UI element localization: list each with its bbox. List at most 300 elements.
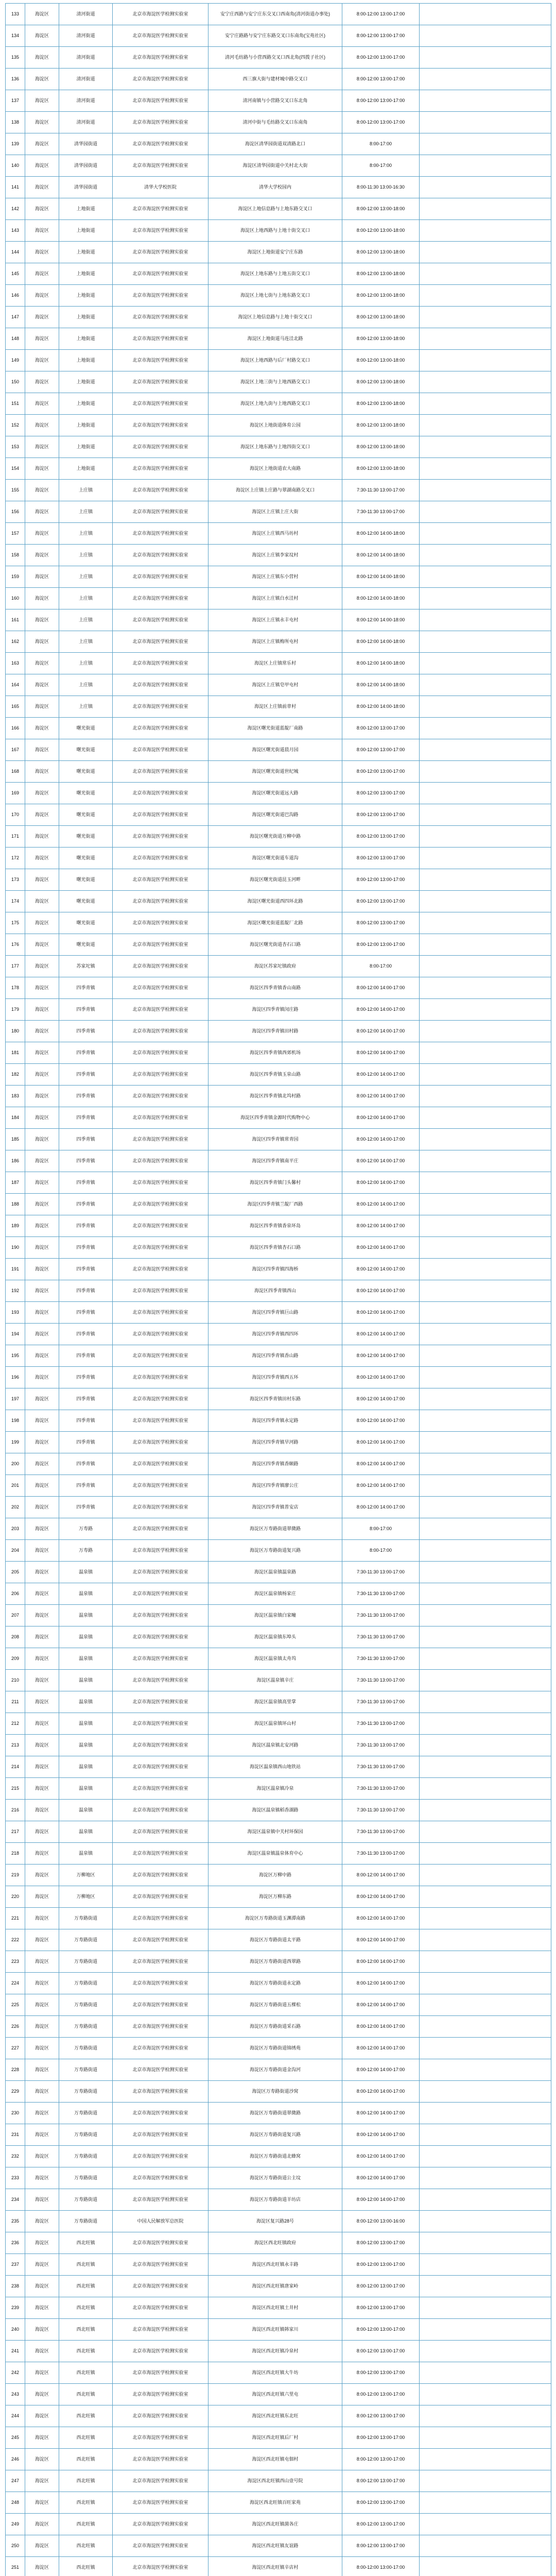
note-cell [420,2384,551,2405]
hours-cell: 8:00-12:00 13:00-17:00 [342,804,420,826]
table-row [6,783,551,804]
table-row [6,653,551,674]
street-cell: 四季青镇 [59,1345,113,1367]
address-cell: 海淀区西北旺镇永丰路 [208,2254,342,2276]
note-cell [420,869,551,891]
hours-cell: 8:00-12:00 13:00-17:00 [342,718,420,739]
hours-cell: 7:30-11:30 13:00-17:00 [342,1821,420,1843]
table-row [6,307,551,328]
district-cell: 海淀区 [25,2449,59,2470]
note-cell [420,4,551,25]
table-row [6,2384,551,2405]
row-number: 146 [6,285,25,307]
hours-cell: 7:30-11:30 13:00-17:00 [342,1713,420,1735]
table-row [6,2081,551,2103]
table-row [6,177,551,198]
row-number: 249 [6,2514,25,2535]
district-cell: 海淀区 [25,415,59,436]
table-row [6,1691,551,1713]
note-cell [420,1215,551,1237]
organization-cell: 北京市海淀医学检测实验室 [113,1021,208,1042]
row-number: 189 [6,1215,25,1237]
organization-cell: 北京市海淀医学检测实验室 [113,739,208,761]
address-cell: 海淀区四季青镇西郊机场 [208,1042,342,1064]
testing-site-table-sheet [5,3,551,2576]
address-cell: 海淀区四季青镇西山 [208,1280,342,1302]
table-row [6,739,551,761]
row-number: 138 [6,112,25,133]
address-cell: 海淀区西北旺镇冷泉村 [208,2341,342,2362]
row-number: 233 [6,2167,25,2189]
street-cell: 四季青镇 [59,1150,113,1172]
organization-cell: 北京市海淀医学检测实验室 [113,545,208,566]
table-row [6,1756,551,1778]
table-row [6,1172,551,1194]
street-cell: 四季青镇 [59,1453,113,1475]
street-cell: 温泉镇 [59,1756,113,1778]
row-number: 142 [6,198,25,220]
district-cell: 海淀区 [25,1194,59,1215]
organization-cell: 北京市海淀医学检测实验室 [113,1605,208,1626]
note-cell [420,1259,551,1280]
address-cell: 海淀区温泉镇冷泉 [208,1778,342,1800]
address-cell: 海淀区温泉镇高里掌 [208,1691,342,1713]
address-cell: 海淀区曙光街道杏石口路 [208,934,342,956]
address-cell: 海淀区万寿路街道采石路 [208,2016,342,2038]
hours-cell: 8:00-12:00 13:00-16:00 [342,2211,420,2232]
row-number: 222 [6,1929,25,1951]
hours-cell: 8:00-12:00 13:00-18:00 [342,263,420,285]
note-cell [420,1800,551,1821]
district-cell: 海淀区 [25,1886,59,1908]
district-cell: 海淀区 [25,1302,59,1324]
address-cell: 海淀区四季青镇普安店 [208,1497,342,1518]
table-row [6,2254,551,2276]
table-row [6,1821,551,1843]
district-cell: 海淀区 [25,220,59,242]
note-cell [420,501,551,523]
note-cell [420,263,551,285]
note-cell [420,2016,551,2038]
street-cell: 上地街道 [59,436,113,458]
street-cell: 万寿路街道 [59,2124,113,2146]
table-row [6,4,551,25]
hours-cell: 8:00-12:00 14:00-17:00 [342,1107,420,1129]
table-row [6,2427,551,2449]
hours-cell: 8:00-12:00 14:00-17:00 [342,1194,420,1215]
address-cell: 海淀区温泉镇太舟坞 [208,1648,342,1670]
hours-cell: 8:00-12:00 13:00-17:00 [342,4,420,25]
table-row [6,1410,551,1432]
row-number: 141 [6,177,25,198]
address-cell: 海淀区苏家坨镇政府 [208,956,342,977]
table-row [6,2449,551,2470]
row-number: 238 [6,2276,25,2297]
street-cell: 万寿路街道 [59,2038,113,2059]
district-cell: 海淀区 [25,2362,59,2384]
address-cell: 海淀区上地东路与上地四街交叉口 [208,436,342,458]
row-number: 163 [6,653,25,674]
note-cell [420,1778,551,1800]
street-cell: 西北旺镇 [59,2232,113,2254]
district-cell: 海淀区 [25,90,59,112]
street-cell: 清华园街道 [59,177,113,198]
hours-cell: 7:30-11:30 13:00-17:00 [342,1756,420,1778]
table-row [6,2124,551,2146]
row-number: 145 [6,263,25,285]
address-cell: 海淀区温泉镇温泉体育中心 [208,1843,342,1865]
district-cell: 海淀区 [25,545,59,566]
note-cell [420,1453,551,1475]
district-cell: 海淀区 [25,393,59,415]
row-number: 135 [6,47,25,69]
row-number: 174 [6,891,25,912]
table-row [6,1194,551,1215]
street-cell: 万寿路街道 [59,2146,113,2167]
address-cell: 海淀区四季青镇香山路 [208,1345,342,1367]
hours-cell: 8:00-12:00 14:00-17:00 [342,2189,420,2211]
street-cell: 西北旺镇 [59,2427,113,2449]
street-cell: 曙光街道 [59,891,113,912]
row-number: 187 [6,1172,25,1194]
hours-cell: 8:00-12:00 14:00-17:00 [342,1129,420,1150]
note-cell [420,1107,551,1129]
organization-cell: 北京市海淀医学检测实验室 [113,393,208,415]
note-cell [420,1973,551,1994]
address-cell: 海淀区上庄镇李家坟村 [208,545,342,566]
hours-cell: 8:00-12:00 14:00-17:00 [342,999,420,1021]
organization-cell: 北京市海淀医学检测实验室 [113,999,208,1021]
organization-cell: 北京市海淀医学检测实验室 [113,220,208,242]
note-cell [420,25,551,47]
street-cell: 上庄镇 [59,566,113,588]
district-cell: 海淀区 [25,1562,59,1583]
street-cell: 四季青镇 [59,1021,113,1042]
note-cell [420,1064,551,1086]
note-cell [420,328,551,350]
note-cell [420,1648,551,1670]
row-number: 221 [6,1908,25,1929]
street-cell: 西北旺镇 [59,2535,113,2557]
note-cell [420,285,551,307]
organization-cell: 北京市海淀医学检测实验室 [113,2124,208,2146]
organization-cell: 北京市海淀医学检测实验室 [113,869,208,891]
table-row [6,566,551,588]
hours-cell: 8:00-12:00 14:00-17:00 [342,1215,420,1237]
hours-cell: 7:30-11:30 13:00-17:00 [342,501,420,523]
street-cell: 温泉镇 [59,1648,113,1670]
hours-cell: 8:00-12:00 13:00-17:00 [342,90,420,112]
organization-cell: 中国人民解放军总医院 [113,2211,208,2232]
hours-cell: 8:00-12:00 14:00-18:00 [342,588,420,609]
row-number: 167 [6,739,25,761]
row-number: 202 [6,1497,25,1518]
table-row [6,2297,551,2319]
street-cell: 四季青镇 [59,1194,113,1215]
district-cell: 海淀区 [25,2254,59,2276]
note-cell [420,977,551,999]
hours-cell: 8:00-12:00 14:00-17:00 [342,1345,420,1367]
street-cell: 西北旺镇 [59,2470,113,2492]
hours-cell: 8:00-12:00 14:00-17:00 [342,1302,420,1324]
hours-cell: 8:00-12:00 14:00-17:00 [342,1908,420,1929]
street-cell: 万寿路街道 [59,2167,113,2189]
district-cell: 海淀区 [25,869,59,891]
hours-cell: 8:00-12:00 14:00-17:00 [342,1410,420,1432]
district-cell: 海淀区 [25,177,59,198]
address-cell: 海淀区四季青镇闵庄路 [208,999,342,1021]
street-cell: 曙光街道 [59,804,113,826]
hours-cell: 8:00-12:00 13:00-17:00 [342,112,420,133]
district-cell: 海淀区 [25,934,59,956]
organization-cell: 北京市海淀医学检测实验室 [113,2146,208,2167]
hours-cell: 8:00-12:00 13:00-18:00 [342,328,420,350]
district-cell: 海淀区 [25,2319,59,2341]
hours-cell: 7:30-11:30 13:00-17:00 [342,1583,420,1605]
note-cell [420,1951,551,1973]
address-cell: 海淀区上地西路与后厂村路交叉口 [208,350,342,371]
row-number: 199 [6,1432,25,1453]
hours-cell: 8:00-12:00 13:00-17:00 [342,2492,420,2514]
row-number: 231 [6,2124,25,2146]
note-cell [420,1129,551,1150]
street-cell: 万寿路街道 [59,2081,113,2103]
table-row [6,1086,551,1107]
note-cell [420,1432,551,1453]
row-number: 210 [6,1670,25,1691]
organization-cell: 北京市海淀医学检测实验室 [113,1324,208,1345]
address-cell: 海淀区万寿路街道永定路 [208,1973,342,1994]
row-number: 144 [6,242,25,263]
address-cell: 海淀区曙光街道西四环北路 [208,891,342,912]
organization-cell: 北京市海淀医学检测实验室 [113,1215,208,1237]
organization-cell: 北京市海淀医学检测实验室 [113,523,208,545]
address-cell: 海淀区温泉镇东埠头 [208,1626,342,1648]
row-number: 170 [6,804,25,826]
district-cell: 海淀区 [25,1367,59,1388]
row-number: 194 [6,1324,25,1345]
table-row [6,1994,551,2016]
organization-cell: 北京市海淀医学检测实验室 [113,783,208,804]
address-cell: 海淀区万寿路街道金沟河 [208,2059,342,2081]
note-cell [420,761,551,783]
note-cell [420,1821,551,1843]
address-cell: 海淀区清华园街道中关村北大街 [208,155,342,177]
row-number: 204 [6,1540,25,1562]
hours-cell: 8:00-12:00 14:00-17:00 [342,2146,420,2167]
note-cell [420,2557,551,2576]
row-number: 139 [6,133,25,155]
row-number: 133 [6,4,25,25]
street-cell: 万寿路 [59,1518,113,1540]
address-cell: 海淀区复兴路28号 [208,2211,342,2232]
organization-cell: 北京市海淀医学检测实验室 [113,1086,208,1107]
note-cell [420,2514,551,2535]
note-cell [420,1843,551,1865]
organization-cell: 北京市海淀医学检测实验室 [113,1778,208,1800]
district-cell: 海淀区 [25,1929,59,1951]
address-cell: 海淀区万寿路街道锦绣苑 [208,2038,342,2059]
organization-cell: 北京市海淀医学检测实验室 [113,2362,208,2384]
address-cell: 海淀区上地街道体育公园 [208,415,342,436]
note-cell [420,90,551,112]
row-number: 169 [6,783,25,804]
hours-cell: 8:00-12:00 14:00-17:00 [342,1324,420,1345]
address-cell: 海淀区四季青镇旱河路 [208,1432,342,1453]
district-cell: 海淀区 [25,263,59,285]
note-cell [420,2319,551,2341]
street-cell: 曙光街道 [59,718,113,739]
note-cell [420,588,551,609]
hours-cell: 8:00-17:00 [342,1540,420,1562]
note-cell [420,739,551,761]
district-cell: 海淀区 [25,674,59,696]
district-cell: 海淀区 [25,631,59,653]
hours-cell: 8:00-12:00 13:00-17:00 [342,2384,420,2405]
organization-cell: 北京市海淀医学检测实验室 [113,1908,208,1929]
hours-cell: 8:00-12:00 14:00-17:00 [342,1021,420,1042]
note-cell [420,2211,551,2232]
hours-cell: 8:00-12:00 13:00-18:00 [342,307,420,328]
street-cell: 万寿路街道 [59,2103,113,2124]
address-cell: 海淀区四季青镇香泉环岛 [208,1215,342,1237]
organization-cell: 北京市海淀医学检测实验室 [113,1042,208,1064]
street-cell: 上地街道 [59,415,113,436]
district-cell: 海淀区 [25,1107,59,1129]
row-number: 151 [6,393,25,415]
address-cell: 海淀区上地信息路与上地十街交叉口 [208,307,342,328]
testing-site-table [5,3,551,2576]
organization-cell: 北京市海淀医学检测实验室 [113,2319,208,2341]
organization-cell: 北京市海淀医学检测实验室 [113,1410,208,1432]
row-number: 149 [6,350,25,371]
note-cell [420,350,551,371]
organization-cell: 北京市海淀医学检测实验室 [113,2059,208,2081]
row-number: 232 [6,2146,25,2167]
organization-cell: 北京市海淀医学检测实验室 [113,501,208,523]
organization-cell: 北京市海淀医学检测实验室 [113,2038,208,2059]
street-cell: 西北旺镇 [59,2514,113,2535]
organization-cell: 北京市海淀医学检测实验室 [113,47,208,69]
table-row [6,133,551,155]
hours-cell: 8:00-12:00 14:00-18:00 [342,674,420,696]
address-cell: 海淀区上庄镇白水洼村 [208,588,342,609]
hours-cell: 8:00-12:00 14:00-18:00 [342,545,420,566]
street-cell: 清华园街道 [59,133,113,155]
hours-cell: 8:00-12:00 14:00-18:00 [342,631,420,653]
organization-cell: 北京市海淀医学检测实验室 [113,2189,208,2211]
table-row [6,1150,551,1172]
organization-cell: 北京市海淀医学检测实验室 [113,2254,208,2276]
address-cell: 海淀区上庄镇上庄大街 [208,501,342,523]
district-cell: 海淀区 [25,1626,59,1648]
street-cell: 万寿路街道 [59,1973,113,1994]
street-cell: 温泉镇 [59,1626,113,1648]
note-cell [420,696,551,718]
row-number: 198 [6,1410,25,1432]
table-row [6,2146,551,2167]
note-cell [420,2449,551,2470]
address-cell: 清华大学校园内 [208,177,342,198]
street-cell: 上地街道 [59,198,113,220]
row-number: 230 [6,2103,25,2124]
address-cell: 海淀区上地三街与上地西路交叉口 [208,371,342,393]
table-row [6,674,551,696]
note-cell [420,69,551,90]
hours-cell: 8:00-12:00 13:00-18:00 [342,393,420,415]
organization-cell: 北京市海淀医学检测实验室 [113,1367,208,1388]
organization-cell: 北京市海淀医学检测实验室 [113,69,208,90]
table-row [6,891,551,912]
district-cell: 海淀区 [25,1648,59,1670]
row-number: 147 [6,307,25,328]
address-cell: 海淀区四季青镇香山南路 [208,977,342,999]
district-cell: 海淀区 [25,2341,59,2362]
street-cell: 四季青镇 [59,1410,113,1432]
street-cell: 上地街道 [59,285,113,307]
table-row [6,2535,551,2557]
note-cell [420,1042,551,1064]
note-cell [420,393,551,415]
address-cell: 海淀区四季青镇金源时代购物中心 [208,1107,342,1129]
organization-cell: 北京市海淀医学检测实验室 [113,90,208,112]
note-cell [420,220,551,242]
address-cell: 海淀区西北旺镇六里屯 [208,2384,342,2405]
organization-cell: 北京市海淀医学检测实验室 [113,328,208,350]
organization-cell: 北京市海淀医学检测实验室 [113,1626,208,1648]
street-cell: 曙光街道 [59,912,113,934]
table-row [6,1735,551,1756]
organization-cell: 北京市海淀医学检测实验室 [113,848,208,869]
row-number: 235 [6,2211,25,2232]
row-number: 205 [6,1562,25,1583]
street-cell: 万寿路街道 [59,2059,113,2081]
organization-cell: 北京市海淀医学检测实验室 [113,2427,208,2449]
district-cell: 海淀区 [25,566,59,588]
note-cell [420,112,551,133]
street-cell: 温泉镇 [59,1800,113,1821]
hours-cell: 8:00-12:00 14:00-17:00 [342,977,420,999]
row-number: 140 [6,155,25,177]
note-cell [420,47,551,69]
district-cell: 海淀区 [25,1865,59,1886]
row-number: 219 [6,1865,25,1886]
address-cell: 安宁庄西路与安宁庄东交叉口西南角(清河街道办事处) [208,4,342,25]
table-row [6,1540,551,1562]
row-number: 166 [6,718,25,739]
street-cell: 西北旺镇 [59,2405,113,2427]
table-row [6,2492,551,2514]
organization-cell: 北京市海淀医学检测实验室 [113,1865,208,1886]
district-cell: 海淀区 [25,501,59,523]
address-cell: 海淀区西北旺镇友谊路 [208,2535,342,2557]
organization-cell: 北京市海淀医学检测实验室 [113,934,208,956]
street-cell: 上庄镇 [59,480,113,501]
street-cell: 四季青镇 [59,1086,113,1107]
address-cell: 海淀区上庄镇前章村 [208,696,342,718]
hours-cell: 8:00-12:00 13:00-17:00 [342,826,420,848]
address-cell: 海淀区曙光街道晨月园 [208,739,342,761]
row-number: 241 [6,2341,25,2362]
note-cell [420,1280,551,1302]
table-row [6,1518,551,1540]
organization-cell: 北京市海淀医学检测实验室 [113,242,208,263]
row-number: 137 [6,90,25,112]
district-cell: 海淀区 [25,977,59,999]
district-cell: 海淀区 [25,1259,59,1280]
table-row [6,545,551,566]
district-cell: 海淀区 [25,2232,59,2254]
